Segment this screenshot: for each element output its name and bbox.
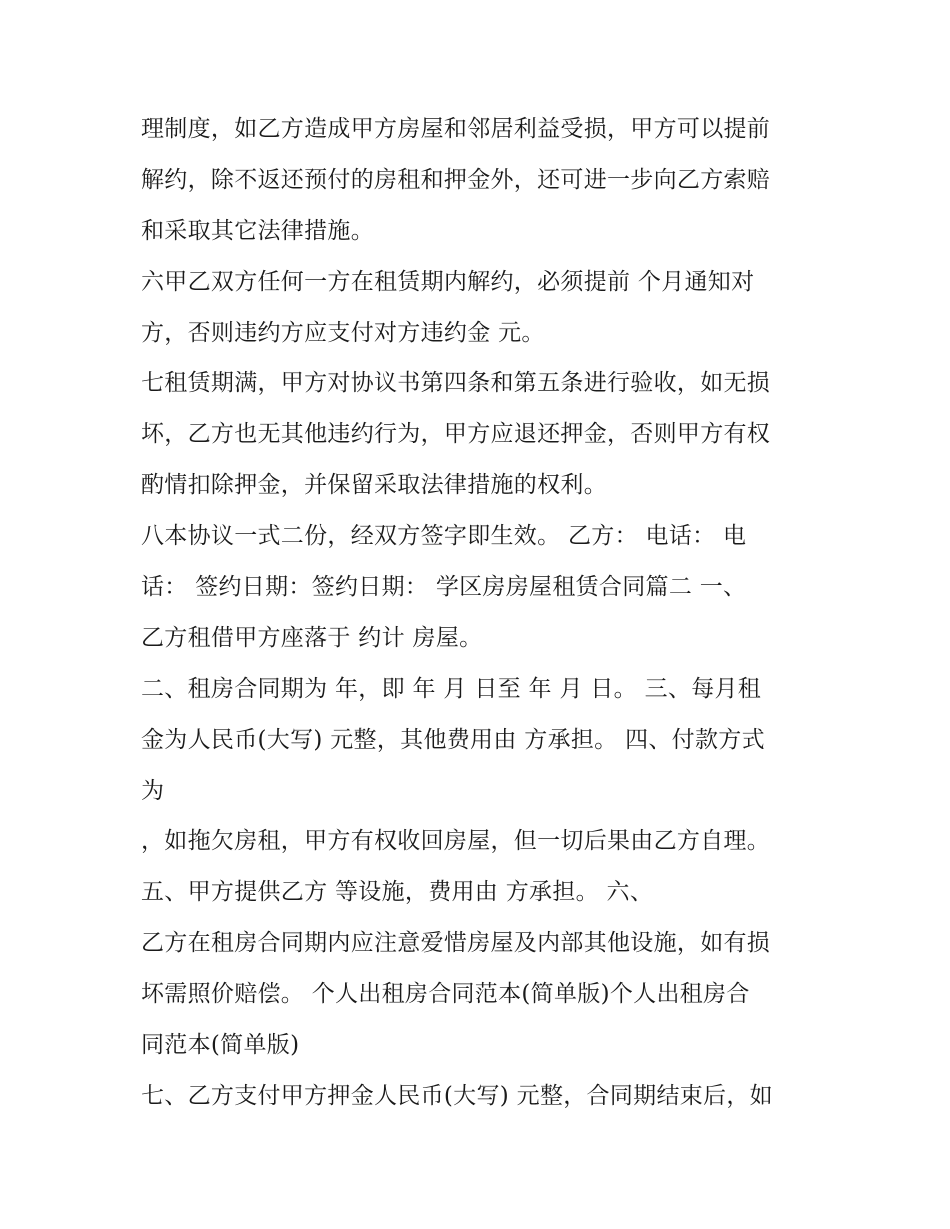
text-line: 坏，乙方也无其他违约行为，甲方应退还押金，否则甲方有权 — [141, 421, 771, 448]
text-line: ，如拖欠房租，甲方有权收回房屋，但一切后果由乙方自理。 — [141, 828, 771, 855]
text-line: 金为人民币(大写) 元整，其他费用由 方承担。 四、付款方式 — [141, 726, 765, 753]
text-line: 为 — [141, 777, 165, 804]
text-line: 八本协议一式二份，经双方签字即生效。 乙方： 电话： 电 — [141, 523, 747, 550]
text-line: 话： 签约日期：签约日期： 学区房房屋租赁合同篇二 一、 — [141, 574, 747, 601]
text-line: 解约，除不返还预付的房租和押金外，还可进一步向乙方索赔 — [141, 166, 771, 193]
text-line: 和采取其它法律措施。 — [141, 217, 374, 244]
document-body — [141, 104, 821, 1122]
text-line: 乙方在租房合同期内应注意爱惜房屋及内部其他设施，如有损 — [141, 930, 771, 957]
text-line: 理制度，如乙方造成甲方房屋和邻居利益受损，甲方可以提前 — [141, 116, 771, 142]
text-line: 七租赁期满，甲方对协议书第四条和第五条进行验收，如无损 — [141, 370, 771, 397]
text-line: 六甲乙双方任何一方在租赁期内解约，必须提前 个月通知对 — [141, 268, 755, 295]
text-line: 二、租房合同期为 年，即 年 月 日至 年 月 日。 三、每月租 — [141, 675, 762, 702]
text-line: 方，否则违约方应支付对方违约金 元。 — [141, 319, 545, 346]
text-line: 乙方租借甲方座落于 约计 房屋。 — [141, 624, 483, 651]
text-line: 坏需照价赔偿。 个人出租房合同范本(简单版)个人出租房合 — [141, 981, 750, 1008]
text-line: 五、甲方提供乙方 等设施，费用由 方承担。 六、 — [141, 879, 654, 906]
text-line: 七、乙方支付甲方押金人民币(大写) 元整，合同期结束后，如 — [141, 1082, 773, 1109]
text-line: 同范本(简单版) — [141, 1032, 300, 1059]
text-line: 酌情扣除押金，并保留采取法律措施的权利。 — [141, 472, 607, 499]
